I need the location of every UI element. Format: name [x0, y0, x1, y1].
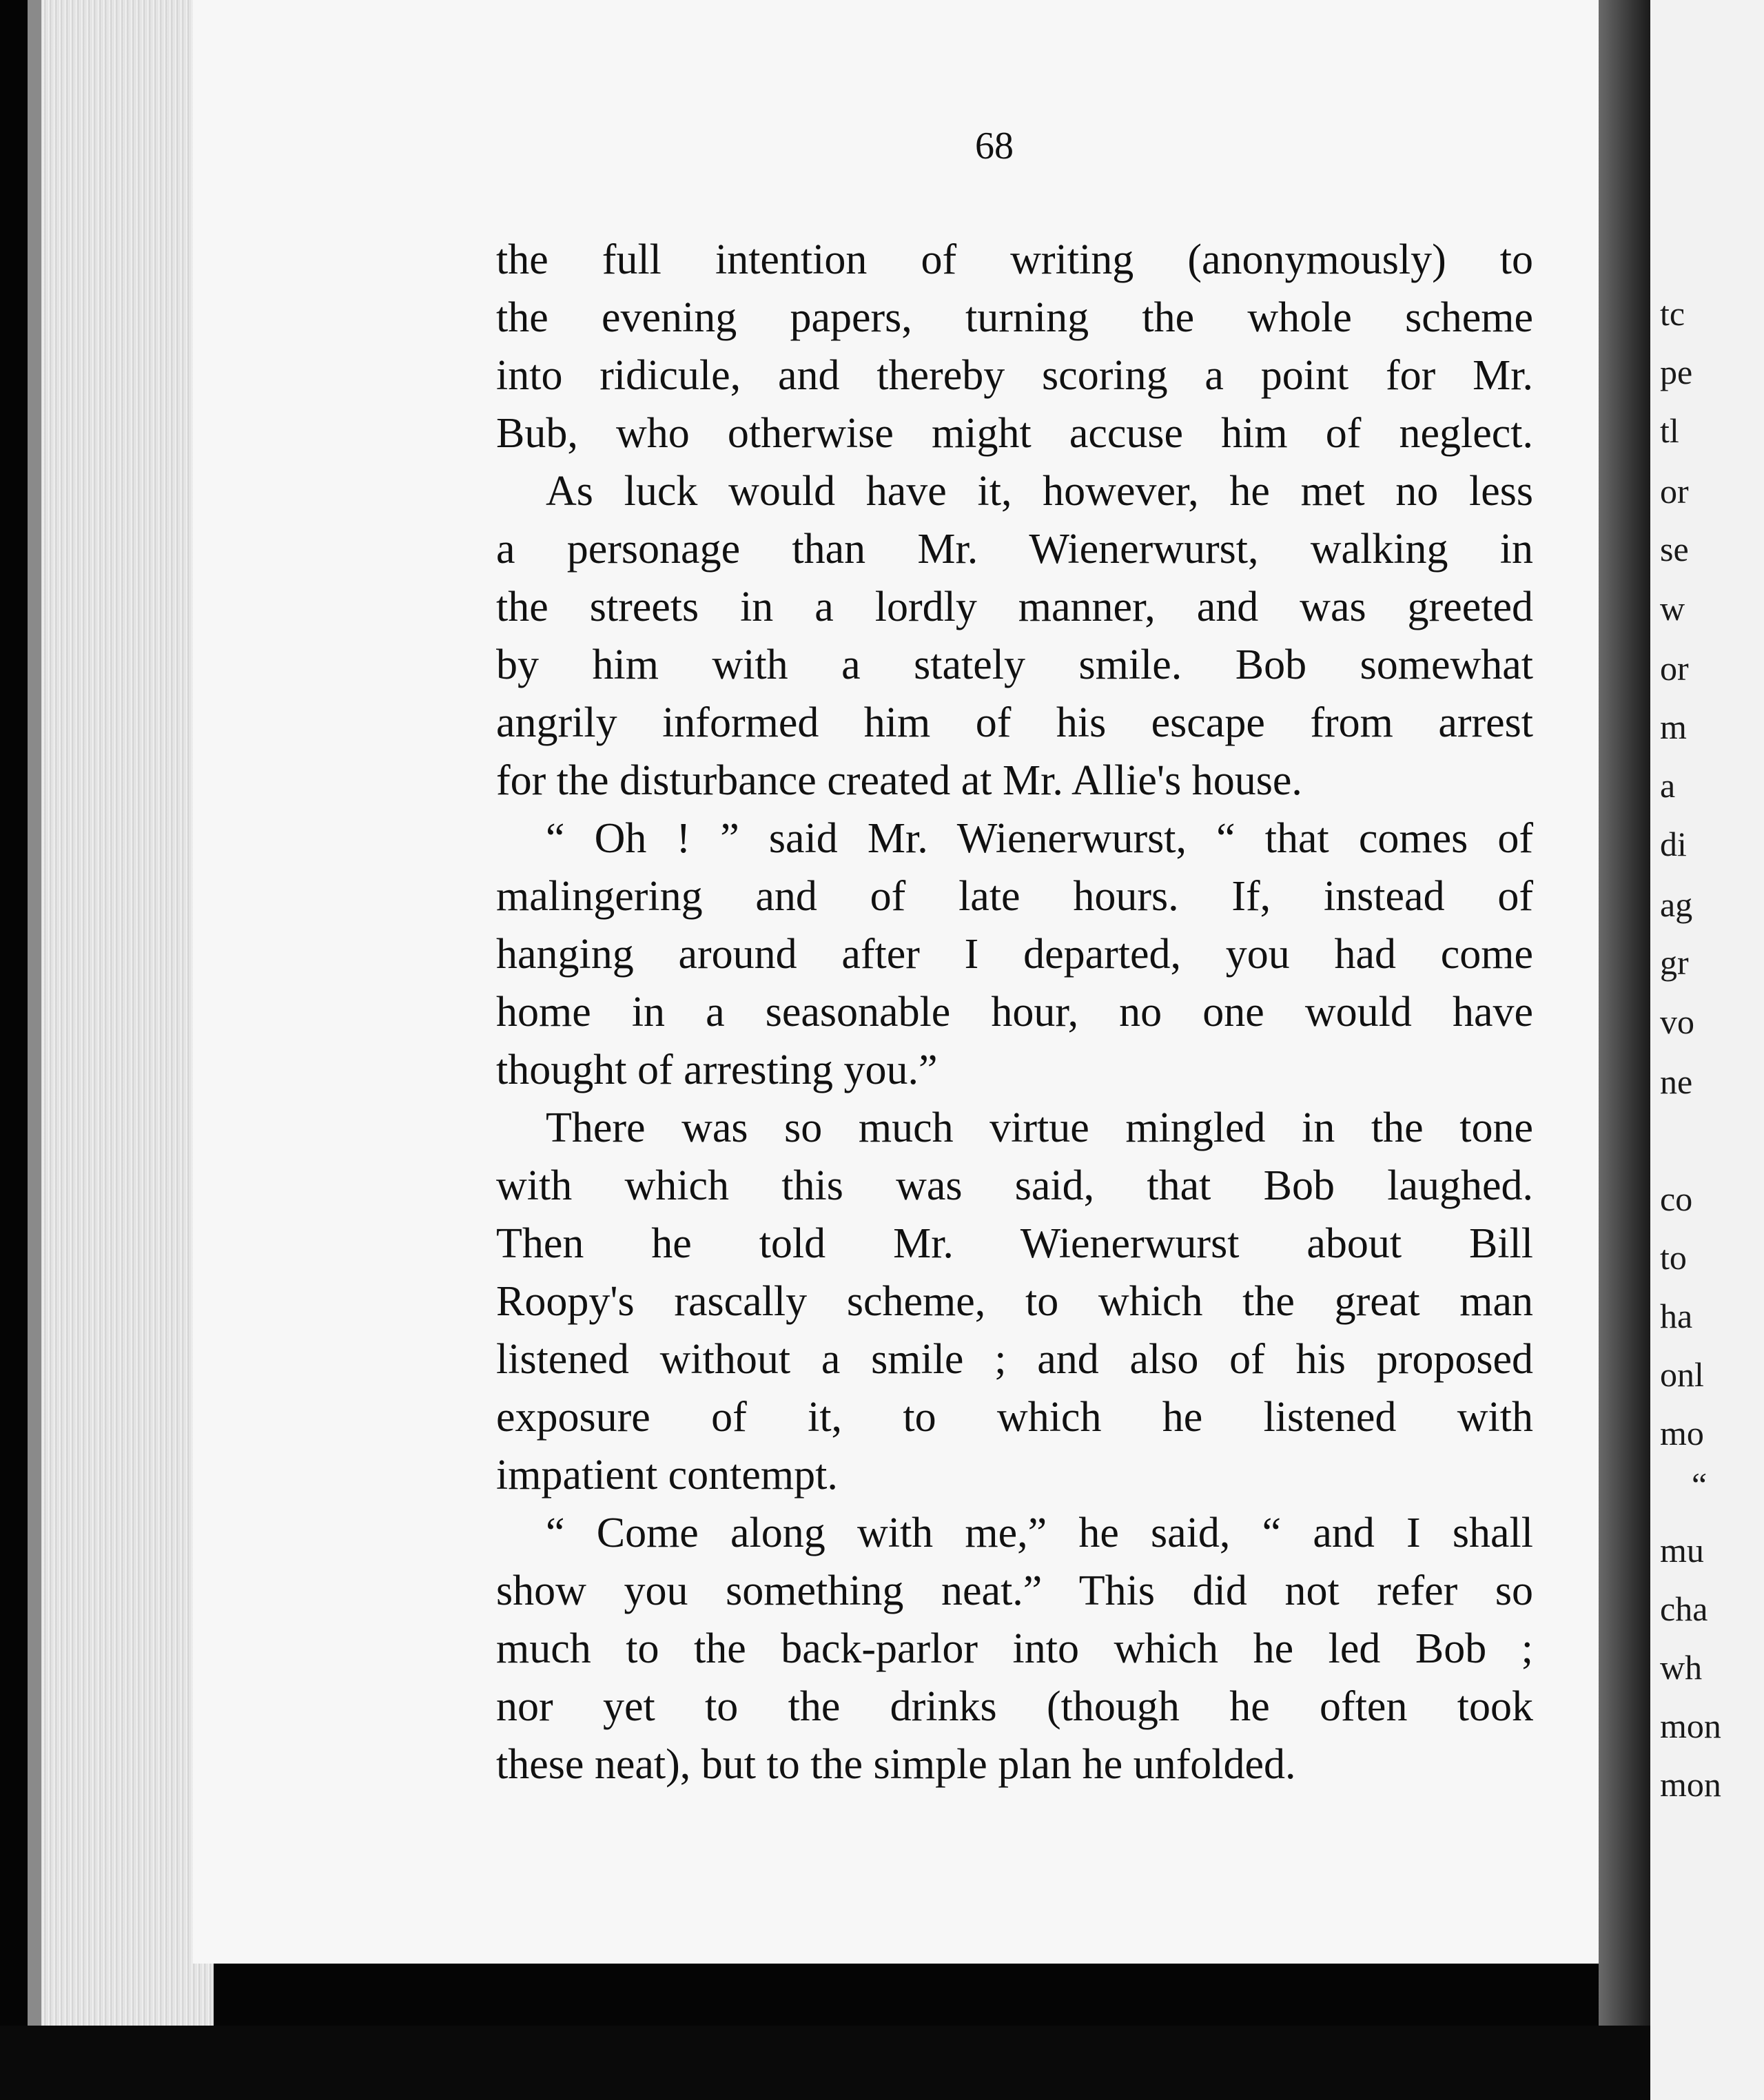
body-text	[496, 231, 1544, 1793]
facing-page-fragment: ne	[1660, 1062, 1693, 1101]
facing-page-fragment: w	[1660, 589, 1685, 628]
text-line: these neat), but to the simple plan he unfolded.	[496, 1741, 1296, 1788]
page-number: 68	[975, 125, 1014, 167]
text-line: into ridicule, and thereby scoring a point for Mr.	[496, 352, 1533, 399]
text-line: As luck would have it, however, he met no less	[546, 468, 1533, 515]
text-line: angrily informed him of his escape from arrest	[496, 699, 1533, 746]
text-line: the evening papers, turning the whole scheme	[496, 294, 1533, 341]
facing-page-fragment: gr	[1660, 943, 1689, 982]
facing-page-fragment: tc	[1660, 294, 1685, 333]
stacked-page-edges	[41, 0, 214, 2026]
text-line: exposure of it, to which he listened with	[496, 1394, 1533, 1441]
text-line: malingering and of late hours. If, instead of	[496, 873, 1533, 920]
facing-page-fragment: vo	[1660, 1002, 1694, 1041]
text-line: thought of arresting you.”	[496, 1047, 938, 1093]
text-line: the full intention of writing (anonymously) to	[496, 236, 1533, 283]
facing-page-fragment: wh	[1660, 1648, 1703, 1687]
text-line: much to the back-parlor into which he led Bob ;	[496, 1625, 1533, 1672]
text-line: Roopy's rascally scheme, to which the great man	[496, 1278, 1533, 1325]
text-line: listened without a smile ; and also of his proposed	[496, 1336, 1533, 1383]
facing-page-fragment: di	[1660, 825, 1687, 863]
scan-background	[0, 2026, 1650, 2100]
facing-page-fragment: “	[1692, 1465, 1707, 1504]
text-line: Bub, who otherwise might accuse him of neglect.	[496, 410, 1533, 457]
facing-page-fragment: tl	[1660, 411, 1679, 450]
facing-page-fragment: mon	[1660, 1765, 1721, 1804]
text-line: the streets in a lordly manner, and was greeted	[496, 584, 1533, 630]
facing-page-fragment: to	[1660, 1238, 1687, 1277]
text-line: There was so much virtue mingled in the tone	[546, 1104, 1533, 1151]
facing-page-fragment: or	[1660, 649, 1689, 688]
text-line: home in a seasonable hour, no one would have	[496, 989, 1533, 1036]
facing-page-fragment: m	[1660, 708, 1687, 746]
facing-page-fragment: or	[1660, 472, 1689, 511]
text-line: Then he told Mr. Wienerwurst about Bill	[496, 1220, 1533, 1267]
facing-page	[1650, 0, 1764, 2100]
text-line: hanging around after I departed, you had come	[496, 931, 1533, 978]
text-line: for the disturbance created at Mr. Allie's house.	[496, 757, 1302, 804]
facing-page-fragment: se	[1660, 530, 1689, 568]
text-line: “ Come along with me,” he said, “ and I shall	[546, 1510, 1533, 1556]
facing-page-fragment: a	[1660, 766, 1676, 805]
facing-page-fragment: cha	[1660, 1589, 1708, 1628]
facing-page-fragment: pe	[1660, 353, 1693, 391]
facing-page-fragment: mon	[1660, 1707, 1721, 1745]
facing-page-fragment: mo	[1660, 1414, 1704, 1452]
text-line: by him with a stately smile. Bob somewhat	[496, 641, 1533, 688]
facing-page-fragment: ag	[1660, 885, 1693, 924]
facing-page-fragment: co	[1660, 1180, 1693, 1218]
facing-page-fragment: ha	[1660, 1297, 1693, 1335]
facing-page-fragment: onl	[1660, 1355, 1704, 1394]
text-line: show you something neat.” This did not refer so	[496, 1567, 1533, 1614]
facing-page-fragment: mu	[1660, 1531, 1704, 1569]
text-line: “ Oh ! ” said Mr. Wienerwurst, “ that comes of	[546, 815, 1533, 862]
text-line: nor yet to the drinks (though he often took	[496, 1683, 1533, 1730]
text-line: a personage than Mr. Wienerwurst, walking in	[496, 526, 1533, 573]
text-line: impatient contempt.	[496, 1452, 838, 1499]
text-line: with which this was said, that Bob laughed.	[496, 1162, 1533, 1209]
book-gutter-shadow	[1599, 0, 1650, 2026]
